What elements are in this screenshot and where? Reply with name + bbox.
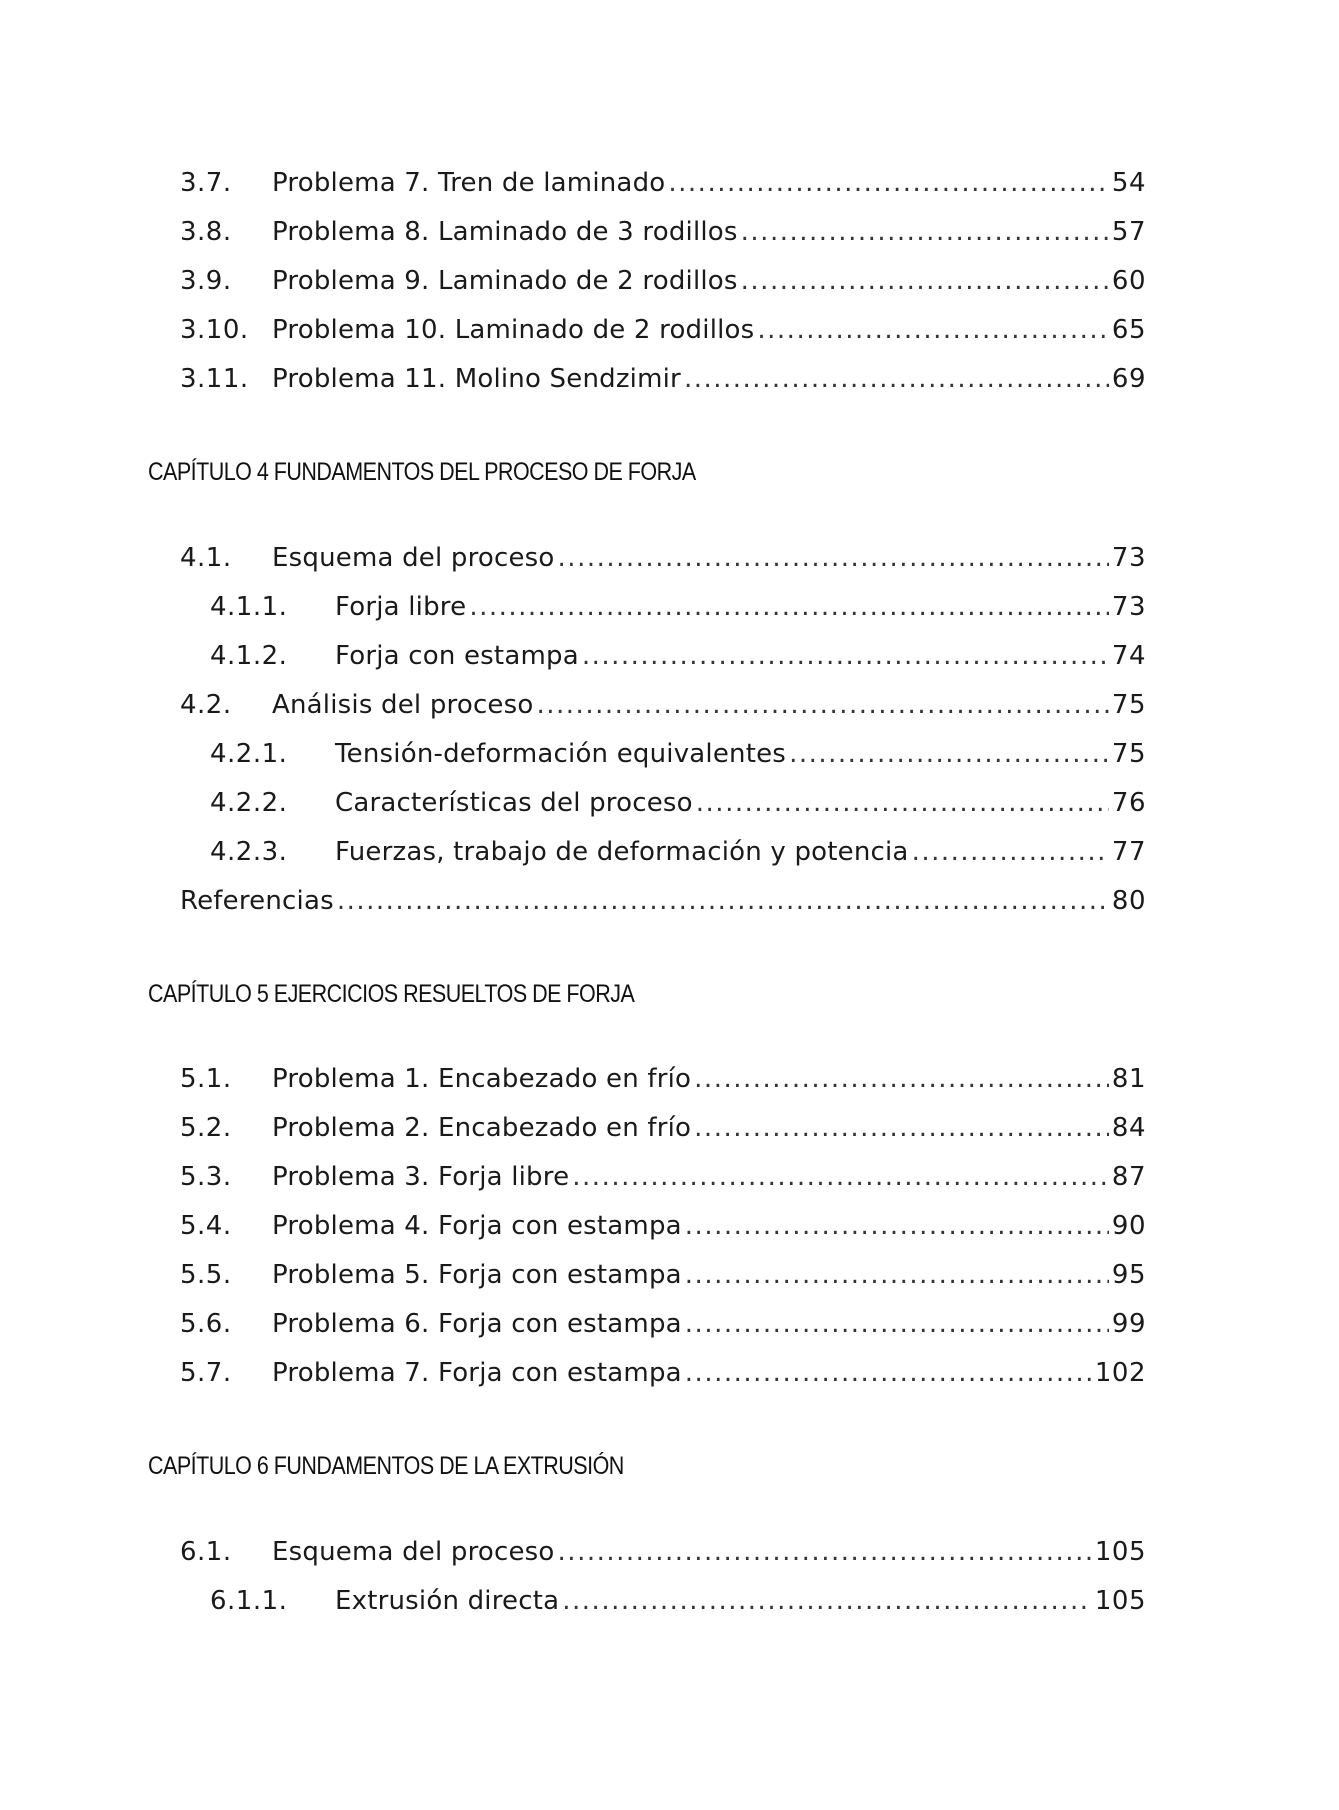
toc-subentry[interactable]: [180, 828, 1146, 877]
entry-title: Problema 10. Laminado de 2 rodillos: [272, 315, 755, 345]
entry-page-number: 60: [1111, 266, 1146, 296]
entry-number: 4.1.2.: [210, 641, 288, 671]
entry-page-number: 76: [1111, 788, 1146, 818]
entry-number: 6.1.1.: [210, 1586, 288, 1616]
entry-page-number: 84: [1111, 1113, 1146, 1143]
entry-page-number: 105: [1094, 1586, 1146, 1616]
entry-number: 4.2.2.: [210, 788, 288, 818]
dot-leader: [912, 828, 1109, 877]
entry-title: Problema 3. Forja libre: [272, 1162, 570, 1192]
dot-leader: [582, 632, 1109, 681]
entry-title: Características del proceso: [335, 788, 693, 818]
dot-leader: [789, 730, 1109, 779]
entry-page-number: 80: [1111, 886, 1146, 916]
toc-section-chapter-4: [180, 534, 1146, 926]
entry-number: 5.2.: [180, 1113, 232, 1143]
toc-entry[interactable]: [180, 1055, 1146, 1104]
entry-title: Fuerzas, trabajo de deformación y potencia: [335, 837, 909, 867]
dot-leader: [572, 1153, 1109, 1202]
entry-number: 3.8.: [180, 217, 232, 247]
dot-leader: [558, 534, 1109, 583]
dot-leader: [694, 1104, 1109, 1153]
chapter-heading: CAPÍTULO 4 FUNDAMENTOS DEL PROCESO DE FORJA: [148, 458, 696, 486]
dot-leader: [469, 583, 1109, 632]
entry-title: Problema 9. Laminado de 2 rodillos: [272, 266, 738, 296]
dot-leader: [757, 306, 1109, 355]
toc-subentry[interactable]: [180, 779, 1146, 828]
entry-title: Forja con estampa: [335, 641, 579, 671]
entry-page-number: 73: [1111, 592, 1146, 622]
dot-leader: [558, 1528, 1092, 1577]
entry-title: Extrusión directa: [335, 1586, 560, 1616]
entry-number: 5.6.: [180, 1309, 232, 1339]
entry-title: Análisis del proceso: [272, 690, 534, 720]
toc-subentry[interactable]: [180, 730, 1146, 779]
toc-section-chapter-3: [180, 159, 1146, 404]
dot-leader: [668, 159, 1109, 208]
toc-entry[interactable]: [180, 257, 1146, 306]
toc-entry[interactable]: [180, 306, 1146, 355]
entry-title: Problema 6. Forja con estampa: [272, 1309, 682, 1339]
entry-page-number: 105: [1094, 1537, 1146, 1567]
entry-page-number: 69: [1111, 364, 1146, 394]
entry-page-number: 73: [1111, 543, 1146, 573]
entry-page-number: 74: [1111, 641, 1146, 671]
entry-title: Tensión-deformación equivalentes: [335, 739, 787, 769]
entry-page-number: 75: [1111, 690, 1146, 720]
entry-page-number: 57: [1111, 217, 1146, 247]
dot-leader: [337, 877, 1109, 926]
entry-page-number: 54: [1111, 168, 1146, 198]
entry-title: Problema 5. Forja con estampa: [272, 1260, 682, 1290]
toc-entry[interactable]: [180, 1528, 1146, 1577]
entry-page-number: 95: [1111, 1260, 1146, 1290]
entry-title: Problema 8. Laminado de 3 rodillos: [272, 217, 738, 247]
entry-number: 4.1.1.: [210, 592, 288, 622]
entry-page-number: 87: [1111, 1162, 1146, 1192]
toc-entry[interactable]: [180, 355, 1146, 404]
entry-title: Problema 1. Encabezado en frío: [272, 1064, 692, 1094]
toc-subentry[interactable]: [180, 583, 1146, 632]
entry-number: 5.3.: [180, 1162, 232, 1192]
chapter-heading: CAPÍTULO 6 FUNDAMENTOS DE LA EXTRUSIÓN: [148, 1452, 624, 1480]
toc-section-chapter-6: [180, 1528, 1146, 1626]
toc-entry[interactable]: [180, 681, 1146, 730]
entry-page-number: 90: [1111, 1211, 1146, 1241]
entry-number: 5.1.: [180, 1064, 232, 1094]
dot-leader: [685, 1300, 1109, 1349]
entry-title: Problema 7. Forja con estampa: [272, 1358, 682, 1388]
entry-number: 5.4.: [180, 1211, 232, 1241]
entry-number: 3.9.: [180, 266, 232, 296]
entry-title: Problema 11. Molino Sendzimir: [272, 364, 681, 394]
toc-subentry[interactable]: [180, 632, 1146, 681]
toc-entry[interactable]: [180, 1153, 1146, 1202]
chapter-heading: CAPÍTULO 5 EJERCICIOS RESUELTOS DE FORJA: [148, 980, 635, 1008]
entry-page-number: 77: [1111, 837, 1146, 867]
toc-entry[interactable]: [180, 1104, 1146, 1153]
toc-references-entry[interactable]: [180, 877, 1146, 926]
entry-number: 6.1.: [180, 1537, 232, 1567]
toc-entry[interactable]: [180, 1300, 1146, 1349]
dot-leader: [696, 779, 1109, 828]
entry-number: 3.10.: [180, 315, 249, 345]
entry-page-number: 75: [1111, 739, 1146, 769]
dot-leader: [741, 208, 1109, 257]
entry-title: Esquema del proceso: [272, 543, 555, 573]
toc-entry[interactable]: [180, 208, 1146, 257]
dot-leader: [562, 1577, 1092, 1626]
entry-title: Problema 4. Forja con estampa: [272, 1211, 682, 1241]
entry-number: 4.1.: [180, 543, 232, 573]
entry-number: 4.2.: [180, 690, 232, 720]
toc-entry[interactable]: [180, 534, 1146, 583]
entry-title: Esquema del proceso: [272, 1537, 555, 1567]
entry-page-number: 99: [1111, 1309, 1146, 1339]
toc-entry[interactable]: [180, 1349, 1146, 1398]
entry-page-number: 65: [1111, 315, 1146, 345]
entry-number: 4.2.3.: [210, 837, 288, 867]
entry-title: Referencias: [180, 886, 334, 916]
entry-number: 3.7.: [180, 168, 232, 198]
toc-subentry[interactable]: [180, 1577, 1146, 1626]
dot-leader: [537, 681, 1109, 730]
entry-title: Forja libre: [335, 592, 467, 622]
entry-number: 4.2.1.: [210, 739, 288, 769]
entry-page-number: 81: [1111, 1064, 1146, 1094]
dot-leader: [684, 355, 1109, 404]
entry-page-number: 102: [1094, 1358, 1146, 1388]
toc-entry[interactable]: [180, 159, 1146, 208]
toc-entry[interactable]: [180, 1202, 1146, 1251]
toc-entry[interactable]: [180, 1251, 1146, 1300]
dot-leader: [694, 1055, 1109, 1104]
entry-number: 3.11.: [180, 364, 249, 394]
entry-number: 5.5.: [180, 1260, 232, 1290]
entry-number: 5.7.: [180, 1358, 232, 1388]
toc-section-chapter-5: [180, 1055, 1146, 1398]
dot-leader: [741, 257, 1109, 306]
dot-leader: [685, 1349, 1092, 1398]
entry-title: Problema 2. Encabezado en frío: [272, 1113, 692, 1143]
entry-title: Problema 7. Tren de laminado: [272, 168, 666, 198]
dot-leader: [685, 1202, 1109, 1251]
dot-leader: [685, 1251, 1109, 1300]
